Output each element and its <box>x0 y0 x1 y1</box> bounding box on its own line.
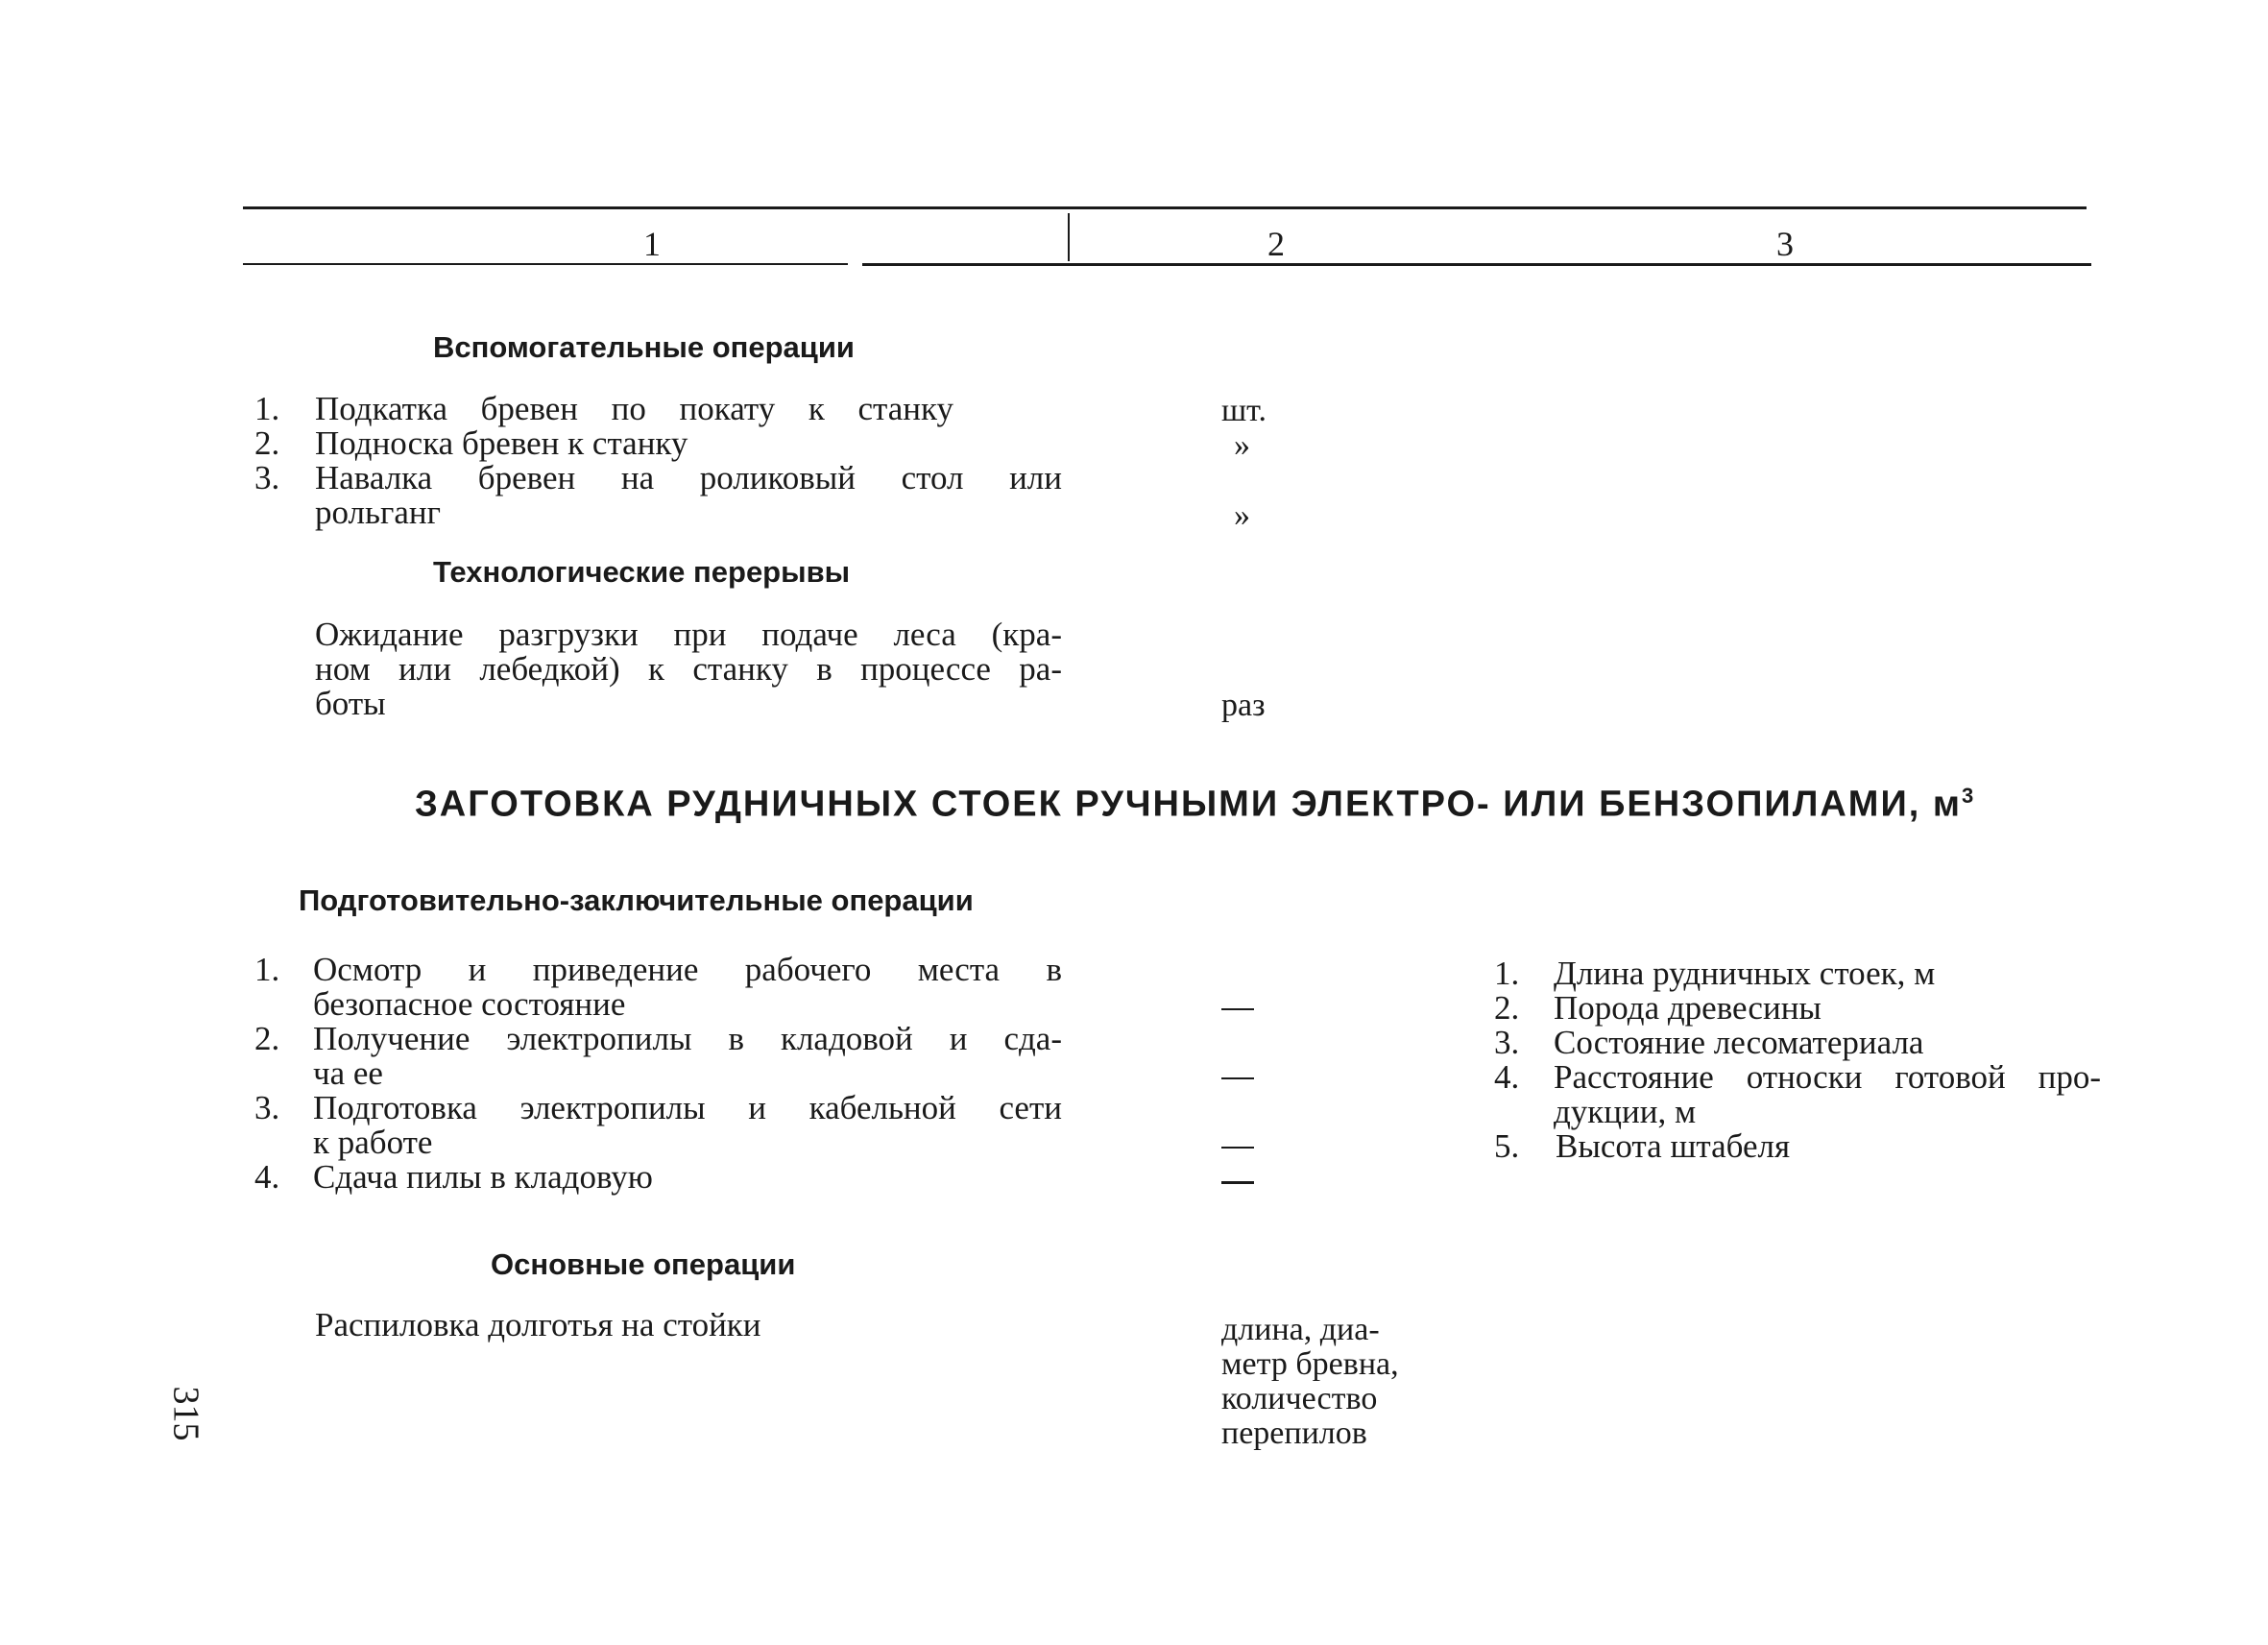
factor-1-text: Длина рудничных стоек, м <box>1554 955 1936 992</box>
factor-5-text: Высота штабеля <box>1556 1127 1791 1165</box>
prep-item-3-text-line2: к работе <box>313 1124 433 1161</box>
factor-3-text: Состояние лесоматериала <box>1554 1024 1924 1061</box>
factor-4-text-line2: дукции, м <box>1554 1093 1697 1130</box>
header-bottom-rule-right <box>862 263 2091 266</box>
header-bottom-rule-left <box>243 263 848 265</box>
factor-5-number: 5. <box>1494 1127 1520 1165</box>
aux-item-1-unit: шт. <box>1221 393 1267 428</box>
main-operation-unit-line2: метр бревна, <box>1221 1346 1399 1382</box>
breaks-unit: раз <box>1221 688 1266 723</box>
aux-item-3-unit: » <box>1234 497 1250 533</box>
prep-item-3-text-line1: Подготовка электропилы и кабельной сети <box>313 1089 1062 1126</box>
prep-item-2-number: 2. <box>254 1020 280 1057</box>
aux-item-3-number: 3. <box>254 459 280 496</box>
prep-item-4-number: 4. <box>254 1158 280 1196</box>
aux-item-2-number: 2. <box>254 424 280 462</box>
prep-item-1-unit-dash <box>1221 1008 1254 1010</box>
aux-item-3-text-line2: рольганг <box>315 494 441 531</box>
prep-item-2-text-line1: Получение электропилы в кладовой и сда- <box>313 1020 1062 1057</box>
breaks-text-line1: Ожидание разгрузки при подаче леса (кра- <box>315 616 1062 653</box>
aux-item-3-text-line1: Навалка бревен на роликовый стол или <box>315 459 1062 496</box>
factor-3-number: 3. <box>1494 1024 1520 1061</box>
factor-4-number: 4. <box>1494 1058 1520 1096</box>
section-heading-auxiliary: Вспомогательные операции <box>433 330 855 364</box>
prep-item-1-text-line1: Осмотр и приведение рабочего места в <box>313 951 1062 988</box>
main-title-superscript: 3 <box>1962 784 1976 808</box>
factor-2-text: Порода древесины <box>1554 989 1822 1027</box>
main-operation-unit-line4: перепилов <box>1221 1415 1367 1451</box>
column-header-1: 1 <box>643 225 661 263</box>
prep-item-2-unit-dash <box>1221 1077 1254 1079</box>
main-operation-unit-line3: количество <box>1221 1381 1378 1416</box>
factor-1-number: 1. <box>1494 955 1520 992</box>
breaks-text-line2: ном или лебедкой) к станку в процессе ра- <box>315 650 1062 688</box>
factor-2-number: 2. <box>1494 989 1520 1027</box>
prep-item-4-unit-dash <box>1221 1181 1254 1184</box>
factor-4-text-line1: Расстояние относки готовой про- <box>1554 1058 2101 1096</box>
column-header-2: 2 <box>1267 225 1285 263</box>
section-heading-main-operations: Основные операции <box>491 1247 796 1281</box>
prep-item-3-number: 3. <box>254 1089 280 1126</box>
header-top-rule <box>243 206 2087 209</box>
breaks-text-line3: боты <box>315 685 386 722</box>
prep-item-2-text-line2: ча ее <box>313 1054 383 1092</box>
aux-item-2-text: Подноска бревен к станку <box>315 424 688 462</box>
aux-item-1-text: Подкатка бревен по покату к станку <box>315 390 953 427</box>
header-column-divider <box>1068 213 1070 261</box>
main-operation-text: Распиловка долготья на стойки <box>315 1306 761 1343</box>
aux-item-1-number: 1. <box>254 390 280 427</box>
prep-item-4-text: Сдача пилы в кладовую <box>313 1158 653 1196</box>
prep-item-1-number: 1. <box>254 951 280 988</box>
section-heading-technological-breaks: Технологические перерывы <box>433 555 851 589</box>
prep-item-1-text-line2: безопасное состояние <box>313 985 626 1023</box>
column-header-3: 3 <box>1776 225 1794 263</box>
main-title <box>415 784 1975 826</box>
main-operation-unit-line1: длина, диа- <box>1221 1312 1380 1347</box>
main-title-text: ЗАГОТОВКА РУДНИЧНЫХ СТОЕК РУЧНЫМИ ЭЛЕКТРО- ИЛИ БЕНЗОПИЛАМИ, м <box>415 784 1962 825</box>
page-number: 315 <box>165 1386 206 1441</box>
prep-item-3-unit-dash <box>1221 1147 1254 1149</box>
aux-item-2-unit: » <box>1234 427 1250 463</box>
section-heading-preparatory: Подготовительно-заключительные операции <box>299 883 974 917</box>
